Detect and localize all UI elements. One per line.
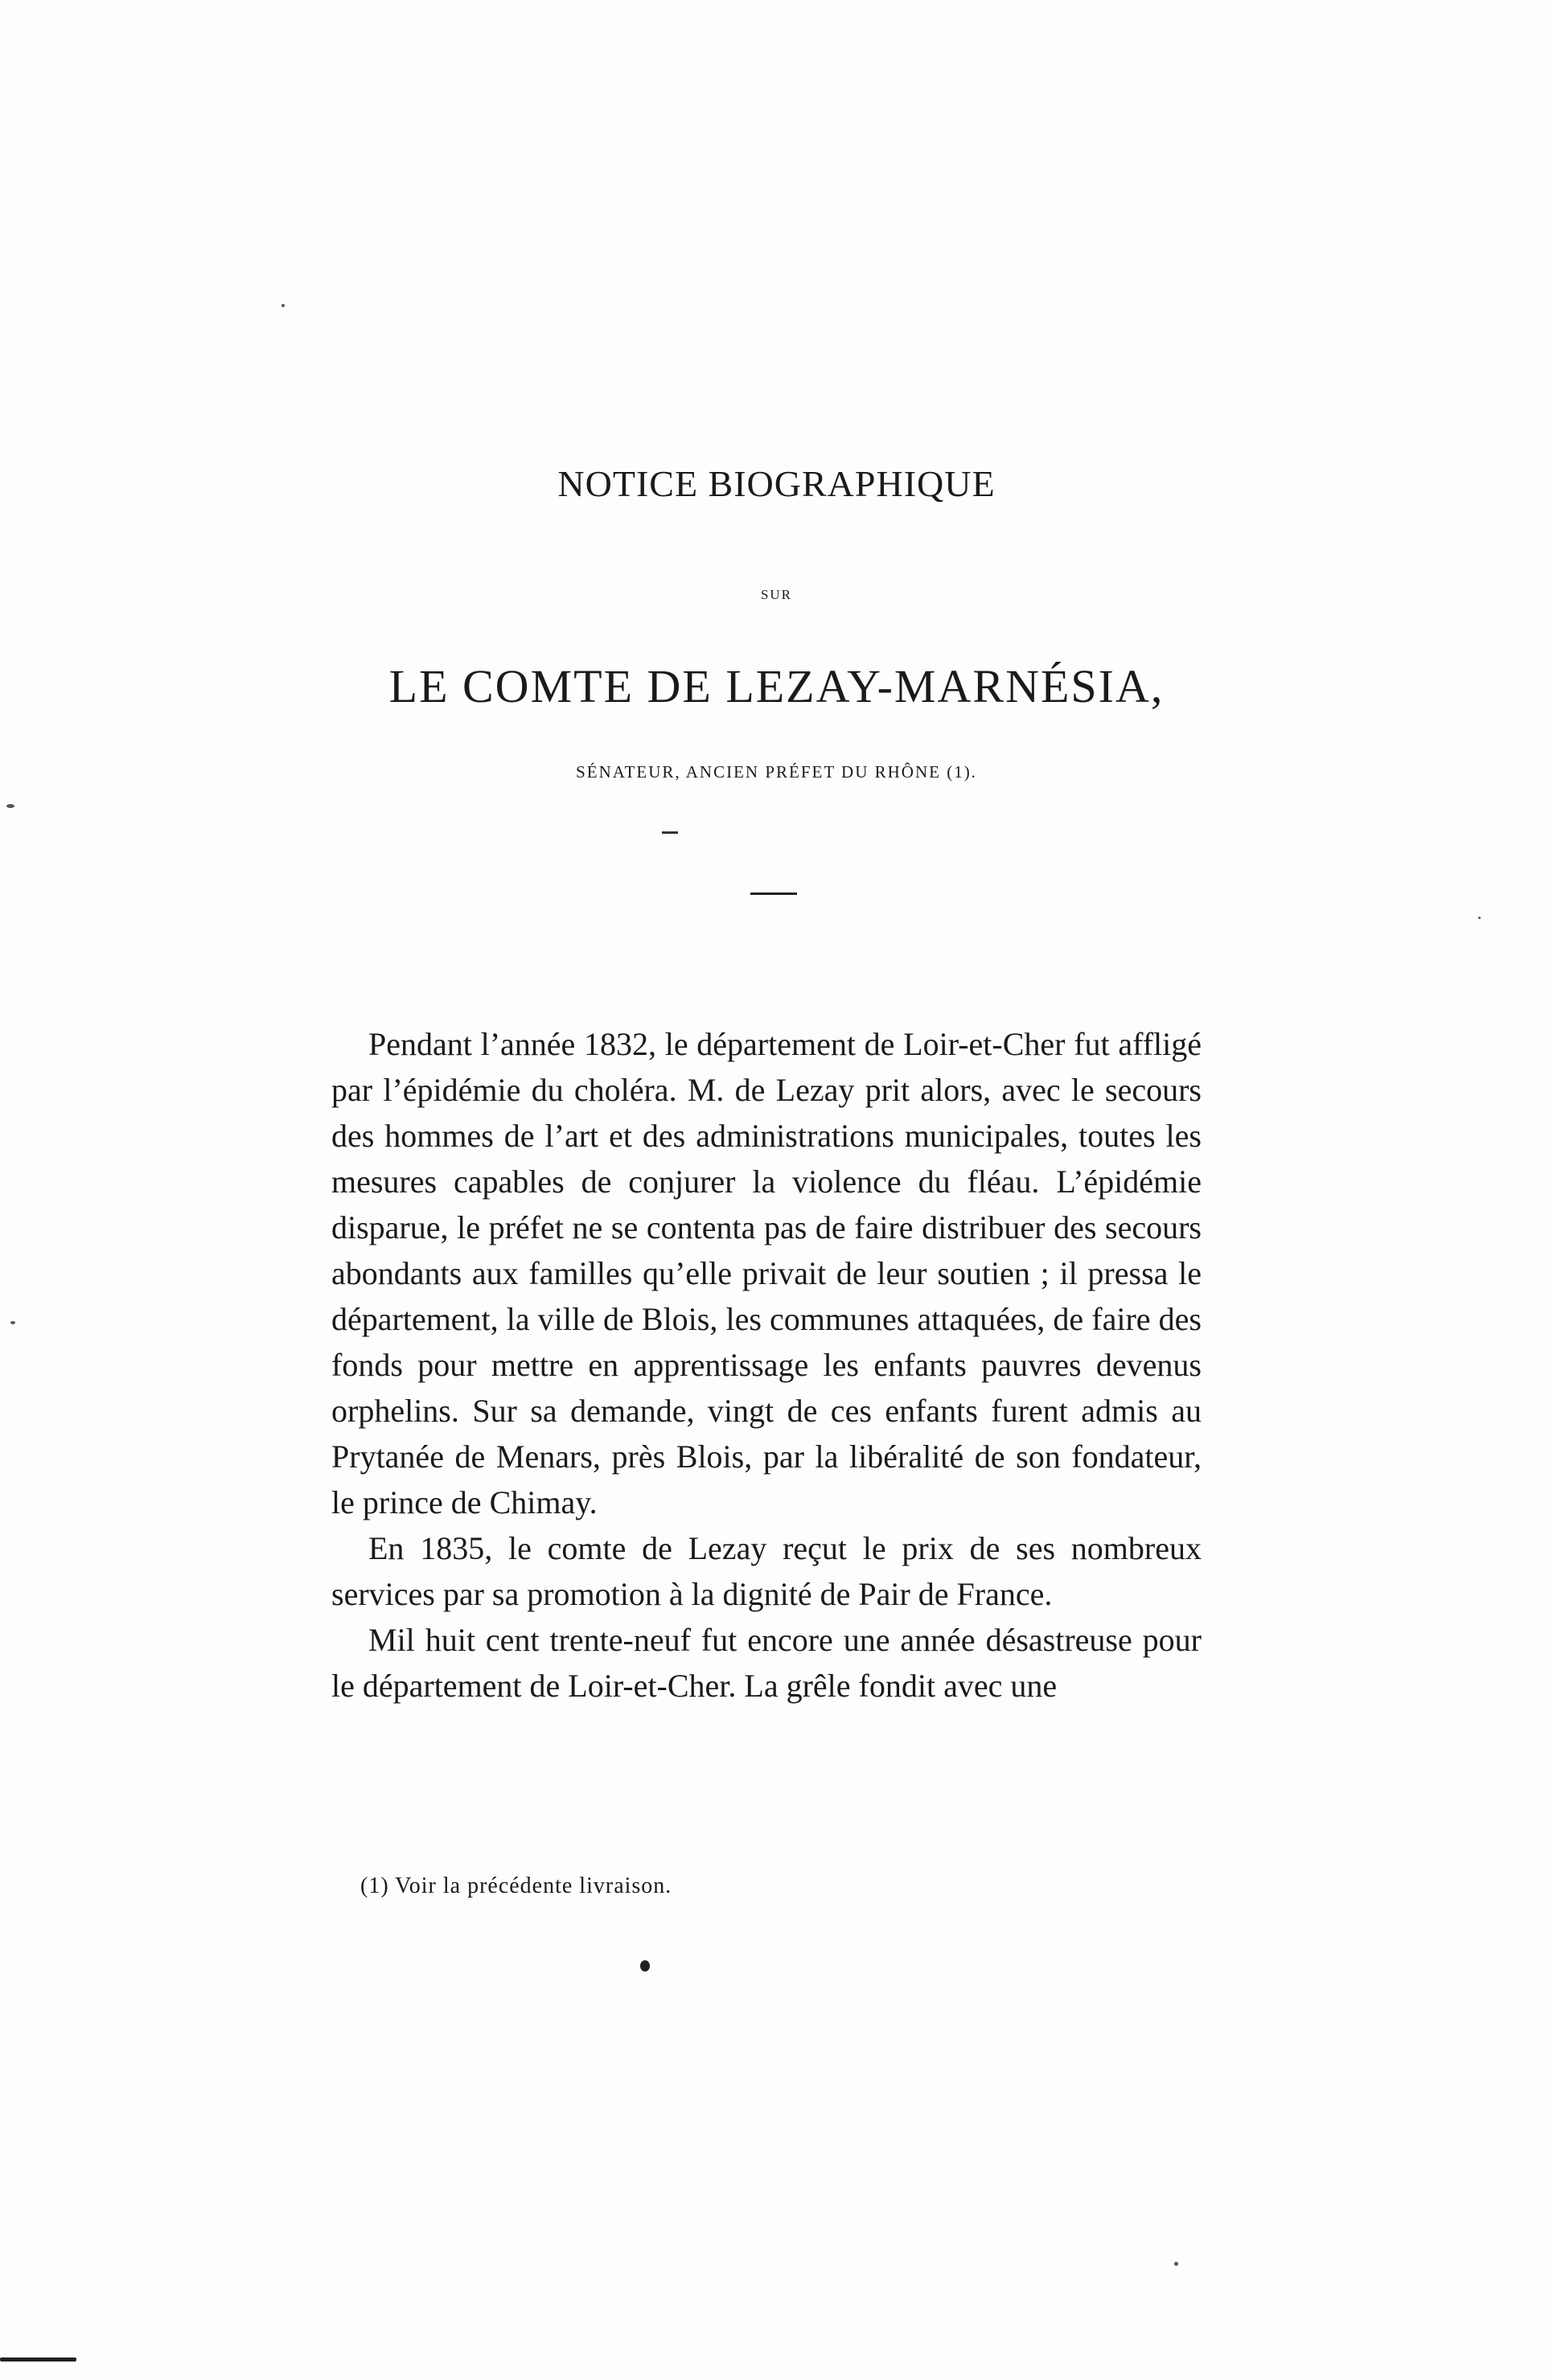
ornament-dot xyxy=(640,1960,650,1972)
page-title: NOTICE BIOGRAPHIQUE xyxy=(557,463,996,504)
subject-heading: LE COMTE DE LEZAY-MARNÉSIA, xyxy=(388,660,1165,712)
paragraph: En 1835, le comte de Lezay reçut le prix de ses nombreux services par sa promotion à la dignité de Pair de France. xyxy=(331,1530,1202,1612)
small-dash xyxy=(662,831,678,834)
scan-speck xyxy=(1174,2262,1178,2266)
footnote: (1) Voir la précédente livraison. xyxy=(360,1873,672,1898)
scan-edge-mark xyxy=(0,2357,76,2362)
subject-subtitle: SÉNATEUR, ANCIEN PRÉFET DU RHÔNE (1). xyxy=(576,762,977,782)
scan-speck xyxy=(1478,917,1481,919)
title-preposition: SUR xyxy=(760,587,793,602)
scan-speck xyxy=(10,1321,15,1324)
scan-speck xyxy=(281,304,285,307)
scan-speck xyxy=(6,804,14,808)
body-text xyxy=(331,1021,1202,1709)
section-rule xyxy=(750,892,797,895)
paragraph: Pendant l’année 1832, le département de Loir-et-Cher fut affligé par l’épidémie du choléra. M. de Lezay prit alors, avec le secours des hommes de l’art et des administrations municipales, toutes les mesures capables de conjurer la violence du fléau. L’épidémie disparue, le préfet ne se contenta pas de faire distribuer des secours abondants aux familles qu’elle privait de leur soutien ; il pressa le département, la ville de Blois, les communes attaquées, de faire des fonds pour mettre en apprentissage les enfants pauvres devenus orphelins. Sur sa demande, vingt de ces enfants furent admis au Prytanée de Menars, près Blois, par la libéralité de son fondateur, le prince de Chimay. xyxy=(331,1026,1202,1520)
paragraph: Mil huit cent trente-neuf fut encore une année désastreuse pour le département de Loir-et-Cher. La grêle fondit avec une xyxy=(331,1622,1202,1704)
